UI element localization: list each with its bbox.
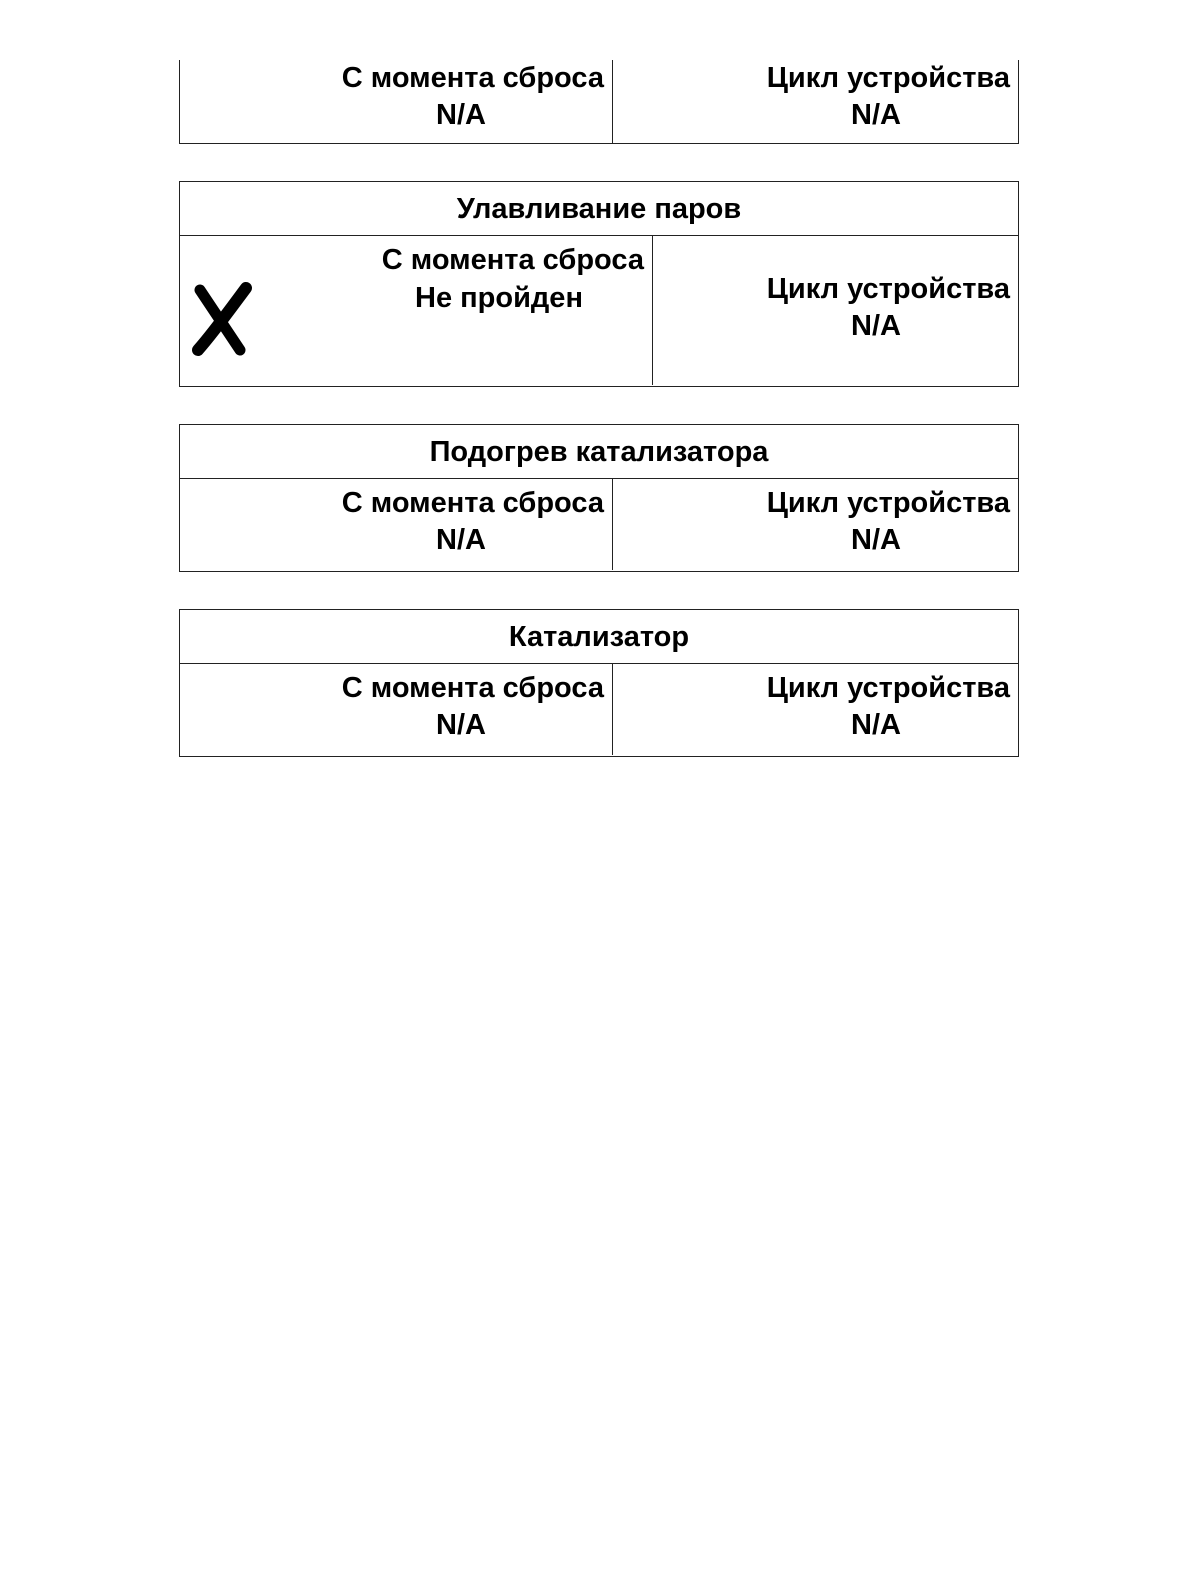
- since-reset-value: N/A: [436, 524, 486, 556]
- since-reset-cell: [180, 236, 653, 385]
- section-title: Улавливание паров: [180, 182, 1018, 236]
- monitor-row: [180, 60, 1018, 143]
- monitor-row: [180, 664, 1018, 755]
- drive-cycle-label: Цикл устройства: [766, 672, 1010, 704]
- drive-cycle-value: N/A: [851, 99, 901, 131]
- drive-cycle-value: N/A: [851, 524, 901, 556]
- monitor-section-catalyst: [179, 609, 1019, 757]
- drive-cycle-cell: [613, 60, 1018, 143]
- drive-cycle-value: N/A: [851, 310, 901, 342]
- monitor-row: [180, 479, 1018, 570]
- since-reset-label: С момента сброса: [341, 62, 604, 94]
- since-reset-value: Не пройден: [415, 282, 583, 314]
- drive-cycle-cell: [653, 236, 1018, 385]
- drive-cycle-label: Цикл устройства: [766, 487, 1010, 519]
- monitor-section-evap: [179, 181, 1019, 387]
- section-title: Подогрев катализатора: [180, 425, 1018, 479]
- since-reset-label: С момента сброса: [341, 672, 604, 704]
- drive-cycle-label: Цикл устройства: [766, 273, 1010, 305]
- monitor-row: [180, 236, 1018, 385]
- drive-cycle-value: N/A: [851, 709, 901, 741]
- since-reset-label: С момента сброса: [381, 244, 644, 276]
- since-reset-label: С момента сброса: [341, 487, 604, 519]
- since-reset-value: N/A: [436, 99, 486, 131]
- monitor-section-continued: [179, 60, 1019, 144]
- drive-cycle-label: Цикл устройства: [766, 62, 1010, 94]
- since-reset-cell: [180, 60, 613, 143]
- cross-mark-icon: [190, 280, 256, 360]
- section-title: Катализатор: [180, 610, 1018, 664]
- drive-cycle-cell: [613, 664, 1018, 755]
- drive-cycle-cell: [613, 479, 1018, 570]
- monitor-section-catalyst-heater: [179, 424, 1019, 572]
- since-reset-value: N/A: [436, 709, 486, 741]
- since-reset-cell: [180, 479, 613, 570]
- since-reset-cell: [180, 664, 613, 755]
